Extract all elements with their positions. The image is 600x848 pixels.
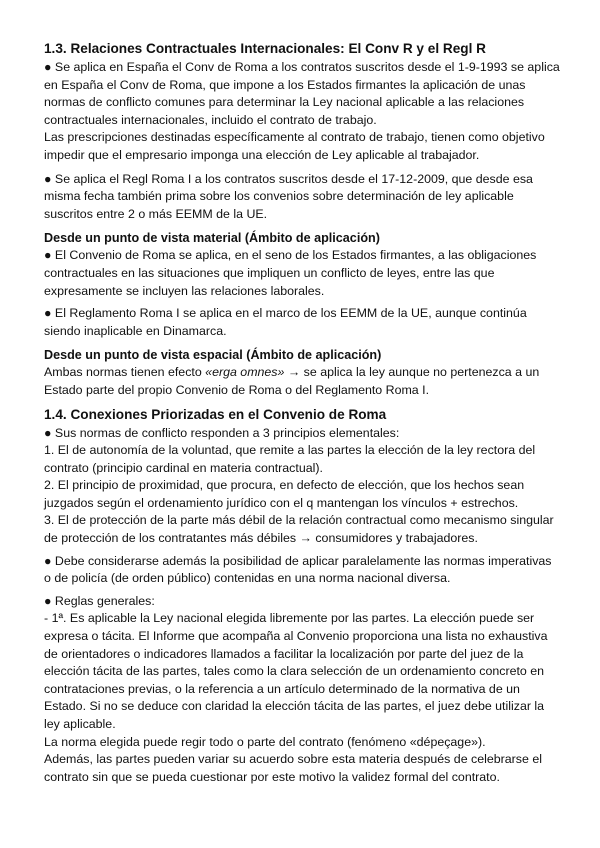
heading-reglas-generales: ● Reglas generales: [44,593,155,608]
paragraph-principios-intro: ● Sus normas de conflicto responden a 3 principios elementales: [44,425,400,440]
erga-omnes-term: «erga omnes» [205,365,285,380]
section-title-1-4: 1.4. Conexiones Priorizadas en el Convenio de Roma [44,406,387,422]
paragraph-prescripciones: Las prescripciones destinadas específicamente al contrato de trabajo, tienen como objetivo impedir que el empresario imponga una elección de Ley aplicable al trabajador. [44,130,545,162]
paragraph-espacial [44,364,560,399]
list-item-proteccion: 3. El de protección de la parte más débil de la relación contractual como mecanismo singular de protección de los contratantes más débiles → consumidores y trabajadores. [44,513,554,546]
list-item-autonomia: 1. El de autonomía de la voluntad, que remite a las partes la elección de la ley rectora del contrato (principio cardinal en materia contractual). [44,443,536,475]
heading-ambito-material: Desde un punto de vista material (Ámbito de aplicación) [44,231,380,246]
paragraph-regl-roma-i: ● Se aplica el Regl Roma I a los contratos suscritos desde el 17-12-2009, que desde esa misma fecha también prima sobre los convenios sobre determinación de ley aplicable suscritos entre 2 o más EEMM de la UE. [44,171,533,221]
paragraph-variar-acuerdo: Además, las partes pueden variar su acuerdo sobre esta materia después de celebrarse el contrato sin que se pueda cuestionar por este motivo la validez formal del contrato. [44,752,542,784]
heading-ambito-espacial: Desde un punto de vista espacial (Ámbito de aplicación) [44,348,382,363]
paragraph-regla-1: - 1ª. Es aplicable la Ley nacional elegida libremente por las partes. La elección puede ser expresa o tácita. El Informe que acompaña al Convenio proporciona una lista no exhaustiva de orientadores o indicadores llamados a facilitar la localización por parte del juez de la elección tácita de las partes, tales como la clara selección de un ordenamiento concreto en contrataciones previas, o la referencia a un artículo determinado de la normativa de un Estado. Si no se deduce con claridad la elección tácita de las partes, el juez debe utilizar la ley aplicable. [44,611,548,731]
list-item-proximidad: 2. El principio de proximidad, que procura, en defecto de elección, que los hechos sean juzgados según el ordenamiento jurídico con el q mantengan los vínculos + estrechos. [44,478,525,510]
espacial-text-start: Ambas normas tienen efecto [44,365,206,380]
paragraph-conv-roma: ● Se aplica en España el Conv de Roma a los contratos suscritos desde el 1-9-1993 se aplica en España el Conv de Roma, que impone a los Estados firmantes la aplicación de unas normas de conflicto comunes para determinar la Ley nacional aplicable a las relaciones contractuales internacionales, incluido el contrato de trabajo. [44,60,560,127]
espacial-text-end: → se aplica la ley aunque no pertenezca a un Estado parte del propio Convenio de Roma o del Reglamento Roma I. [44,365,540,397]
paragraph-depecage: La norma elegida puede regir todo o parte del contrato (fenómeno «dépeçage»). [44,734,486,749]
paragraph-material-reglamento: ● El Reglamento Roma I se aplica en el marco de los EEMM de la UE, aunque continúa siendo inaplicable en Dinamarca. [44,306,527,338]
paragraph-material-convenio: ● El Convenio de Roma se aplica, en el seno de los Estados firmantes, a las obligaciones contractuales en las situaciones que impliquen un conflicto de leyes, entre las que expresamente se incluyen las relaciones laborales. [44,248,537,298]
section-title-1-3: 1.3. Relaciones Contractuales Internacionales: El Conv R y el Regl R [44,41,486,56]
paragraph-normas-imperativas: ● Debe considerarse además la posibilidad de aplicar paralelamente las normas imperativas o de policía (de orden público) contenidas en una norma nacional diversa. [44,553,552,586]
